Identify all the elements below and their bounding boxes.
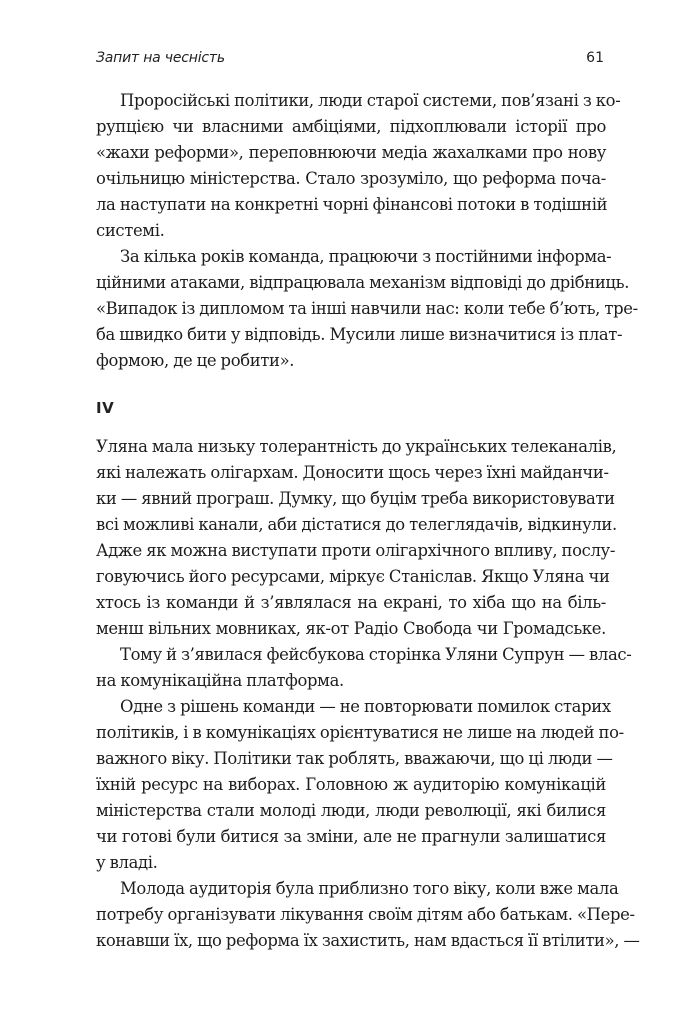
- text-line: на комунікаційна платформа.: [96, 671, 344, 690]
- paragraphs-block-1: [96, 88, 638, 374]
- text-line: За кілька років команда, працюючи з постійними інформа-: [120, 247, 612, 266]
- text-line: ба швидко бити у відповідь. Мусили лише визначитися із плат-: [96, 325, 623, 344]
- text-line: Тому й з’явилася фейсбукова сторінка Уляни Супрун — влас-: [120, 645, 632, 664]
- text-line: Одне з рішень команди — не повторювати помилок старих: [120, 697, 611, 716]
- running-head: [96, 50, 604, 72]
- text-line: рупцією чи власними амбіціями, підхоплювали історії про: [96, 117, 606, 136]
- text-line: чи готові були битися за зміни, але не прагнули залишатися: [96, 827, 606, 846]
- text-line: міністерства стали молоді люди, люди революції, які билися: [96, 801, 606, 820]
- text-line: Уляна мала низьку толерантність до українських телеканалів,: [96, 437, 617, 456]
- text-line: які належать олігархам. Доносити щось через їхні майданчи-: [96, 463, 609, 482]
- text-line: Молода аудиторія була приблизно того віку, коли вже мала: [120, 879, 619, 898]
- section-heading: IV: [96, 399, 115, 417]
- text-line: політиків, і в комунікаціях орієнтуватися не лише на людей по-: [96, 723, 624, 742]
- text-line: конавши їх, що реформа їх захистить, нам вдасться її втілити», —: [96, 931, 640, 950]
- text-line: очільницю міністерства. Стало зрозуміло, що реформа поча-: [96, 169, 606, 188]
- text-line: «жахи реформи», переповнюючи медіа жахалками про нову: [96, 143, 606, 162]
- text-line: ла наступати на конкретні чорні фінансові потоки в тодішній: [96, 195, 608, 214]
- text-line: важного віку. Політики так роблять, вважаючи, що ці люди —: [96, 749, 613, 768]
- text-line: ки — явний програш. Думку, що буцім треба використовувати: [96, 489, 615, 508]
- text-line: формою, де це робити».: [96, 351, 295, 370]
- text-line: Проросійські політики, люди старої системи, пов’язані з ко-: [120, 91, 621, 110]
- text-line: Адже як можна виступати проти олігархічного впливу, послу-: [96, 541, 616, 560]
- text-line: «Випадок із дипломом та інші навчили нас: коли тебе б’ють, тре-: [96, 299, 638, 318]
- text-line: у владі.: [96, 853, 158, 872]
- paragraphs-block-2: [96, 434, 640, 954]
- running-title: Запит на чесність: [96, 50, 225, 66]
- text-line: говуючись його ресурсами, міркує Станіслав. Якщо Уляна чи: [96, 567, 610, 586]
- text-line: їхній ресурс на виборах. Головною ж аудиторію комунікацій: [96, 775, 606, 794]
- text-line: всі можливі канали, аби дістатися до телеглядачів, відкинули.: [96, 515, 617, 534]
- text-line: хтось із команди й з’являлася на екрані, то хіба що на біль-: [96, 593, 606, 612]
- text-line: ційними атаками, відпрацювала механізм відповіді до дрібниць.: [96, 273, 630, 292]
- page-number: 61: [586, 50, 604, 66]
- text-line: системі.: [96, 221, 165, 240]
- text-line: менш вільних мовниках, як-от Радіо Свобода чи Громадське.: [96, 619, 606, 638]
- text-line: потребу організувати лікування своїм дітям або батькам. «Пере-: [96, 905, 635, 924]
